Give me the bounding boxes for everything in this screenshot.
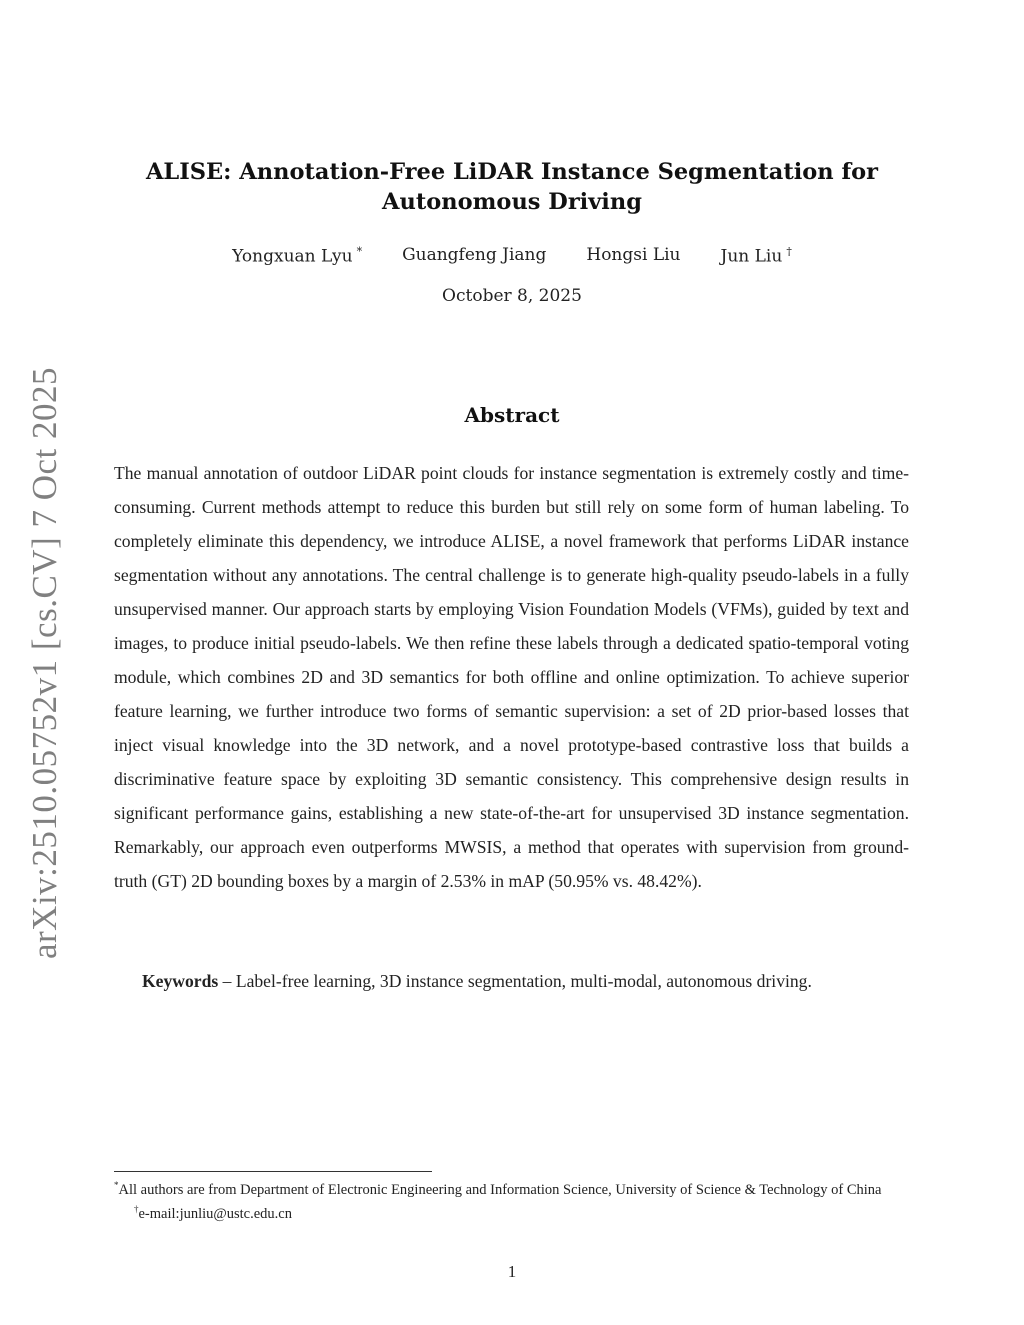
footnote-affiliation: [114, 1176, 909, 1200]
keywords-label: Keywords: [142, 971, 219, 991]
author-name: Jun Liu: [720, 246, 783, 267]
footnote-email: [114, 1200, 909, 1224]
author-list: [112, 245, 912, 267]
author-4: [721, 245, 792, 267]
footnote-text: All authors are from Department of Electronic Engineering and Information Science, University of Science & Technology of China: [118, 1181, 882, 1198]
abstract-body: The manual annotation of outdoor LiDAR point clouds for instance segmentation is extremely costly and time-consuming. Current methods attempt to reduce this burden but still rely on some form of human labeling. To completely eliminate this dependency, we introduce ALISE, a novel framework that performs LiDAR instance segmentation without any annotations. The central challenge is to generate high-quality pseudo-labels in a fully unsupervised manner. Our approach starts by employing Vision Foundation Models (VFMs), guided by text and images, to produce initial pseudo-labels. We then refine these labels through a dedicated spatio-temporal voting module, which combines 2D and 3D semantics for both offline and online optimization. To achieve superior feature learning, we further introduce two forms of semantic supervision: a set of 2D prior-based losses that inject visual knowledge into the 3D network, and a novel prototype-based contrastive loss that builds a discriminative feature space by exploiting 3D semantic consistency. This comprehensive design results in significant performance gains, establishing a new state-of-the-art for unsupervised 3D instance segmentation. Remarkably, our approach even outperforms MWSIS, a method that operates with supervision from ground-truth (GT) 2D bounding boxes by a margin of 2.53% in mAP (50.95% vs. 48.42%).: [114, 463, 909, 891]
author-mark: *: [356, 245, 363, 258]
footnote-divider: [114, 1171, 432, 1172]
footnote-text: e-mail:junliu@ustc.edu.cn: [138, 1205, 292, 1222]
page-number: 1: [507, 1262, 517, 1281]
keywords-line: [142, 966, 912, 996]
author-name: Hongsi Liu: [586, 245, 681, 265]
author-name: Guangfeng Jiang: [402, 245, 547, 265]
author-3: [586, 245, 680, 267]
footnotes: [114, 1176, 909, 1224]
footnote-mark: *: [114, 1180, 119, 1190]
abstract-heading: Abstract: [464, 403, 560, 427]
author-1: [232, 245, 362, 267]
keywords-text: – Label-free learning, 3D instance segmentation, multi-modal, autonomous driving.: [218, 971, 812, 991]
author-2: [402, 245, 546, 267]
publication-date: October 8, 2025: [442, 286, 582, 306]
arxiv-identifier: arXiv:2510.05752v1 [cs.CV] 7 Oct 2025: [25, 366, 64, 960]
paper-title: ALISE: Annotation-Free LiDAR Instance Segmentation for Autonomous Driving: [145, 159, 879, 215]
author-mark: †: [786, 245, 792, 258]
footnote-mark: †: [134, 1203, 139, 1214]
author-name: Yongxuan Lyu: [232, 246, 353, 267]
